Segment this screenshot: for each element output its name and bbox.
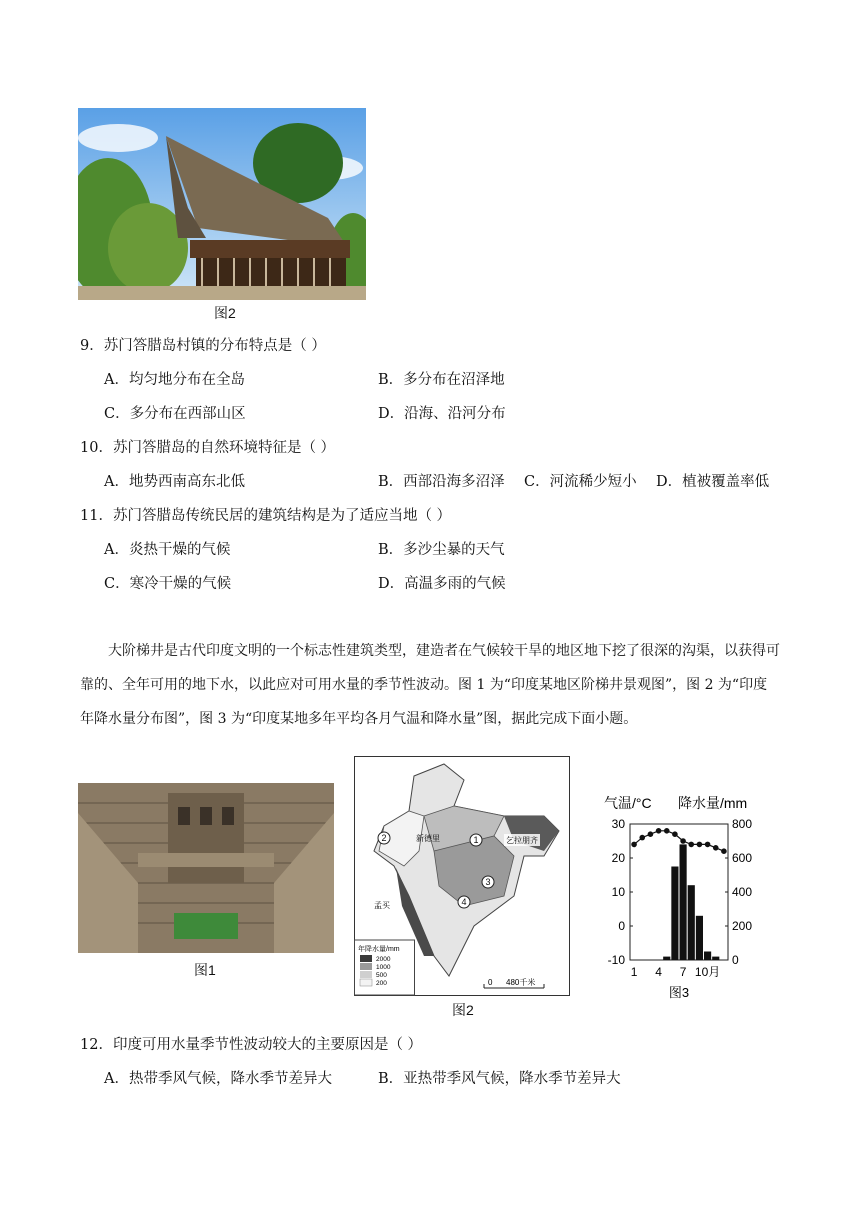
x-ticks — [631, 965, 721, 979]
right-ticks — [725, 817, 752, 967]
legend-item: 2000 — [376, 956, 391, 963]
question-stem: 12．印度可用水量季节性波动较大的主要原因是（ ） — [80, 1037, 423, 1053]
marker-1: 1 — [473, 835, 479, 845]
left-tick-label: -10 — [607, 953, 625, 967]
option-a[interactable]: A．炎热干燥的气候 — [104, 542, 231, 558]
temperature-line — [634, 831, 724, 851]
temperature-point — [688, 842, 694, 848]
marker-4: 4 — [461, 897, 467, 907]
precipitation-bar — [680, 844, 687, 960]
x-tick-label: 10月 — [694, 965, 721, 979]
temperature-point — [639, 835, 645, 841]
option-b[interactable]: B．多沙尘暴的天气 — [378, 542, 505, 558]
left-tick-label: 30 — [611, 817, 625, 831]
temperature-point — [680, 838, 686, 844]
mumbai-label: 孟买 — [374, 901, 390, 910]
passage — [80, 634, 780, 736]
precipitation-bar — [696, 916, 703, 960]
left-tick-label: 20 — [611, 851, 625, 865]
india-rainfall-map — [354, 756, 570, 996]
x-tick-label: 1 — [630, 965, 638, 979]
x-tick-label: 7 — [679, 965, 687, 979]
climate-chart — [594, 790, 774, 1005]
stilt-house-photo — [78, 108, 366, 300]
option-d[interactable]: D．高温多雨的气候 — [378, 576, 506, 592]
marker-2: 2 — [381, 833, 387, 843]
figure-caption: 图1 — [194, 962, 216, 978]
left-tick-label: 10 — [611, 885, 625, 899]
option-c[interactable]: C．河流稀少短小 — [524, 474, 637, 490]
temperature-point — [672, 831, 678, 837]
option-d[interactable]: D．植被覆盖率低 — [656, 474, 770, 490]
temperature-point — [721, 848, 727, 854]
option-b[interactable]: B．亚热带季风气候，降水季节差异大 — [378, 1071, 621, 1087]
temperature-point — [656, 828, 662, 834]
figure-caption: 图2 — [214, 305, 236, 321]
option-b[interactable]: B．多分布在沼泽地 — [378, 372, 505, 388]
right-tick-label: 600 — [732, 851, 753, 865]
stepwell-photo — [78, 783, 334, 953]
option-c[interactable]: C．多分布在西部山区 — [104, 406, 246, 422]
legend-item: 200 — [376, 980, 387, 987]
precipitation-bar — [712, 957, 719, 960]
precipitation-bar — [688, 885, 695, 960]
precipitation-bar — [663, 957, 670, 960]
temperature-points — [631, 828, 726, 854]
temperature-point — [664, 828, 670, 834]
right-tick-label: 0 — [732, 953, 739, 967]
option-a[interactable]: A．均匀地分布在全岛 — [104, 372, 245, 388]
temperature-point — [713, 845, 719, 851]
question-stem: 10．苏门答腊岛的自然环境特征是（ ） — [80, 440, 336, 456]
temperature-point — [697, 842, 703, 848]
question-stem: 9．苏门答腊岛村镇的分布特点是（ ） — [80, 338, 326, 354]
question-stem: 11．苏门答腊岛传统民居的建筑结构是为了适应当地（ ） — [80, 508, 452, 524]
temperature-point — [705, 842, 711, 848]
chelapunji-label: 乞拉朋齐 — [506, 836, 538, 845]
legend-item: 500 — [376, 972, 387, 979]
legend-title: 年降水量/mm — [358, 946, 400, 953]
precipitation-bars — [663, 844, 719, 960]
passage-text: 大阶梯井是古代印度文明的一个标志性建筑类型，建造者在气候较干旱的地区地下挖了很深的沟渠，以获得可靠的、全年可用的地下水，以此应对可用水量的季节性波动。图 1 为“印度某地区阶梯井景观图”，图 2 为“印度年降水量分布图”，图 3 为“印度某地多年平均各月气温和降水量”图，据此完成下面小题。 — [80, 643, 780, 727]
legend-item: 1000 — [376, 964, 391, 971]
figure-caption: 图2 — [452, 1002, 474, 1018]
temperature-point — [631, 842, 637, 848]
left-axis-label: 气温/°C — [604, 795, 652, 811]
x-tick-label: 4 — [655, 965, 662, 979]
right-tick-label: 200 — [732, 919, 753, 933]
option-d[interactable]: D．沿海、沿河分布 — [378, 406, 506, 422]
option-c[interactable]: C．寒冷干燥的气候 — [104, 576, 232, 592]
scale-zero: 0 — [488, 978, 493, 987]
precipitation-bar — [671, 867, 678, 961]
precipitation-bar — [704, 952, 711, 961]
scale-label: 480千米 — [506, 978, 536, 987]
chart-caption: 图3 — [668, 985, 690, 1000]
marker-3: 3 — [485, 877, 491, 887]
delhi-label: 新德里 — [416, 834, 440, 843]
right-tick-label: 400 — [732, 885, 753, 899]
right-tick-label: 800 — [732, 817, 753, 831]
option-a[interactable]: A．地势西南高东北低 — [104, 474, 245, 490]
left-tick-label: 0 — [618, 919, 625, 933]
option-b[interactable]: B．西部沿海多沼泽 — [378, 474, 505, 490]
temperature-point — [648, 831, 654, 837]
left-ticks — [608, 817, 633, 967]
option-a[interactable]: A．热带季风气候，降水季节差异大 — [104, 1071, 332, 1087]
right-axis-label: 降水量/mm — [678, 795, 748, 811]
